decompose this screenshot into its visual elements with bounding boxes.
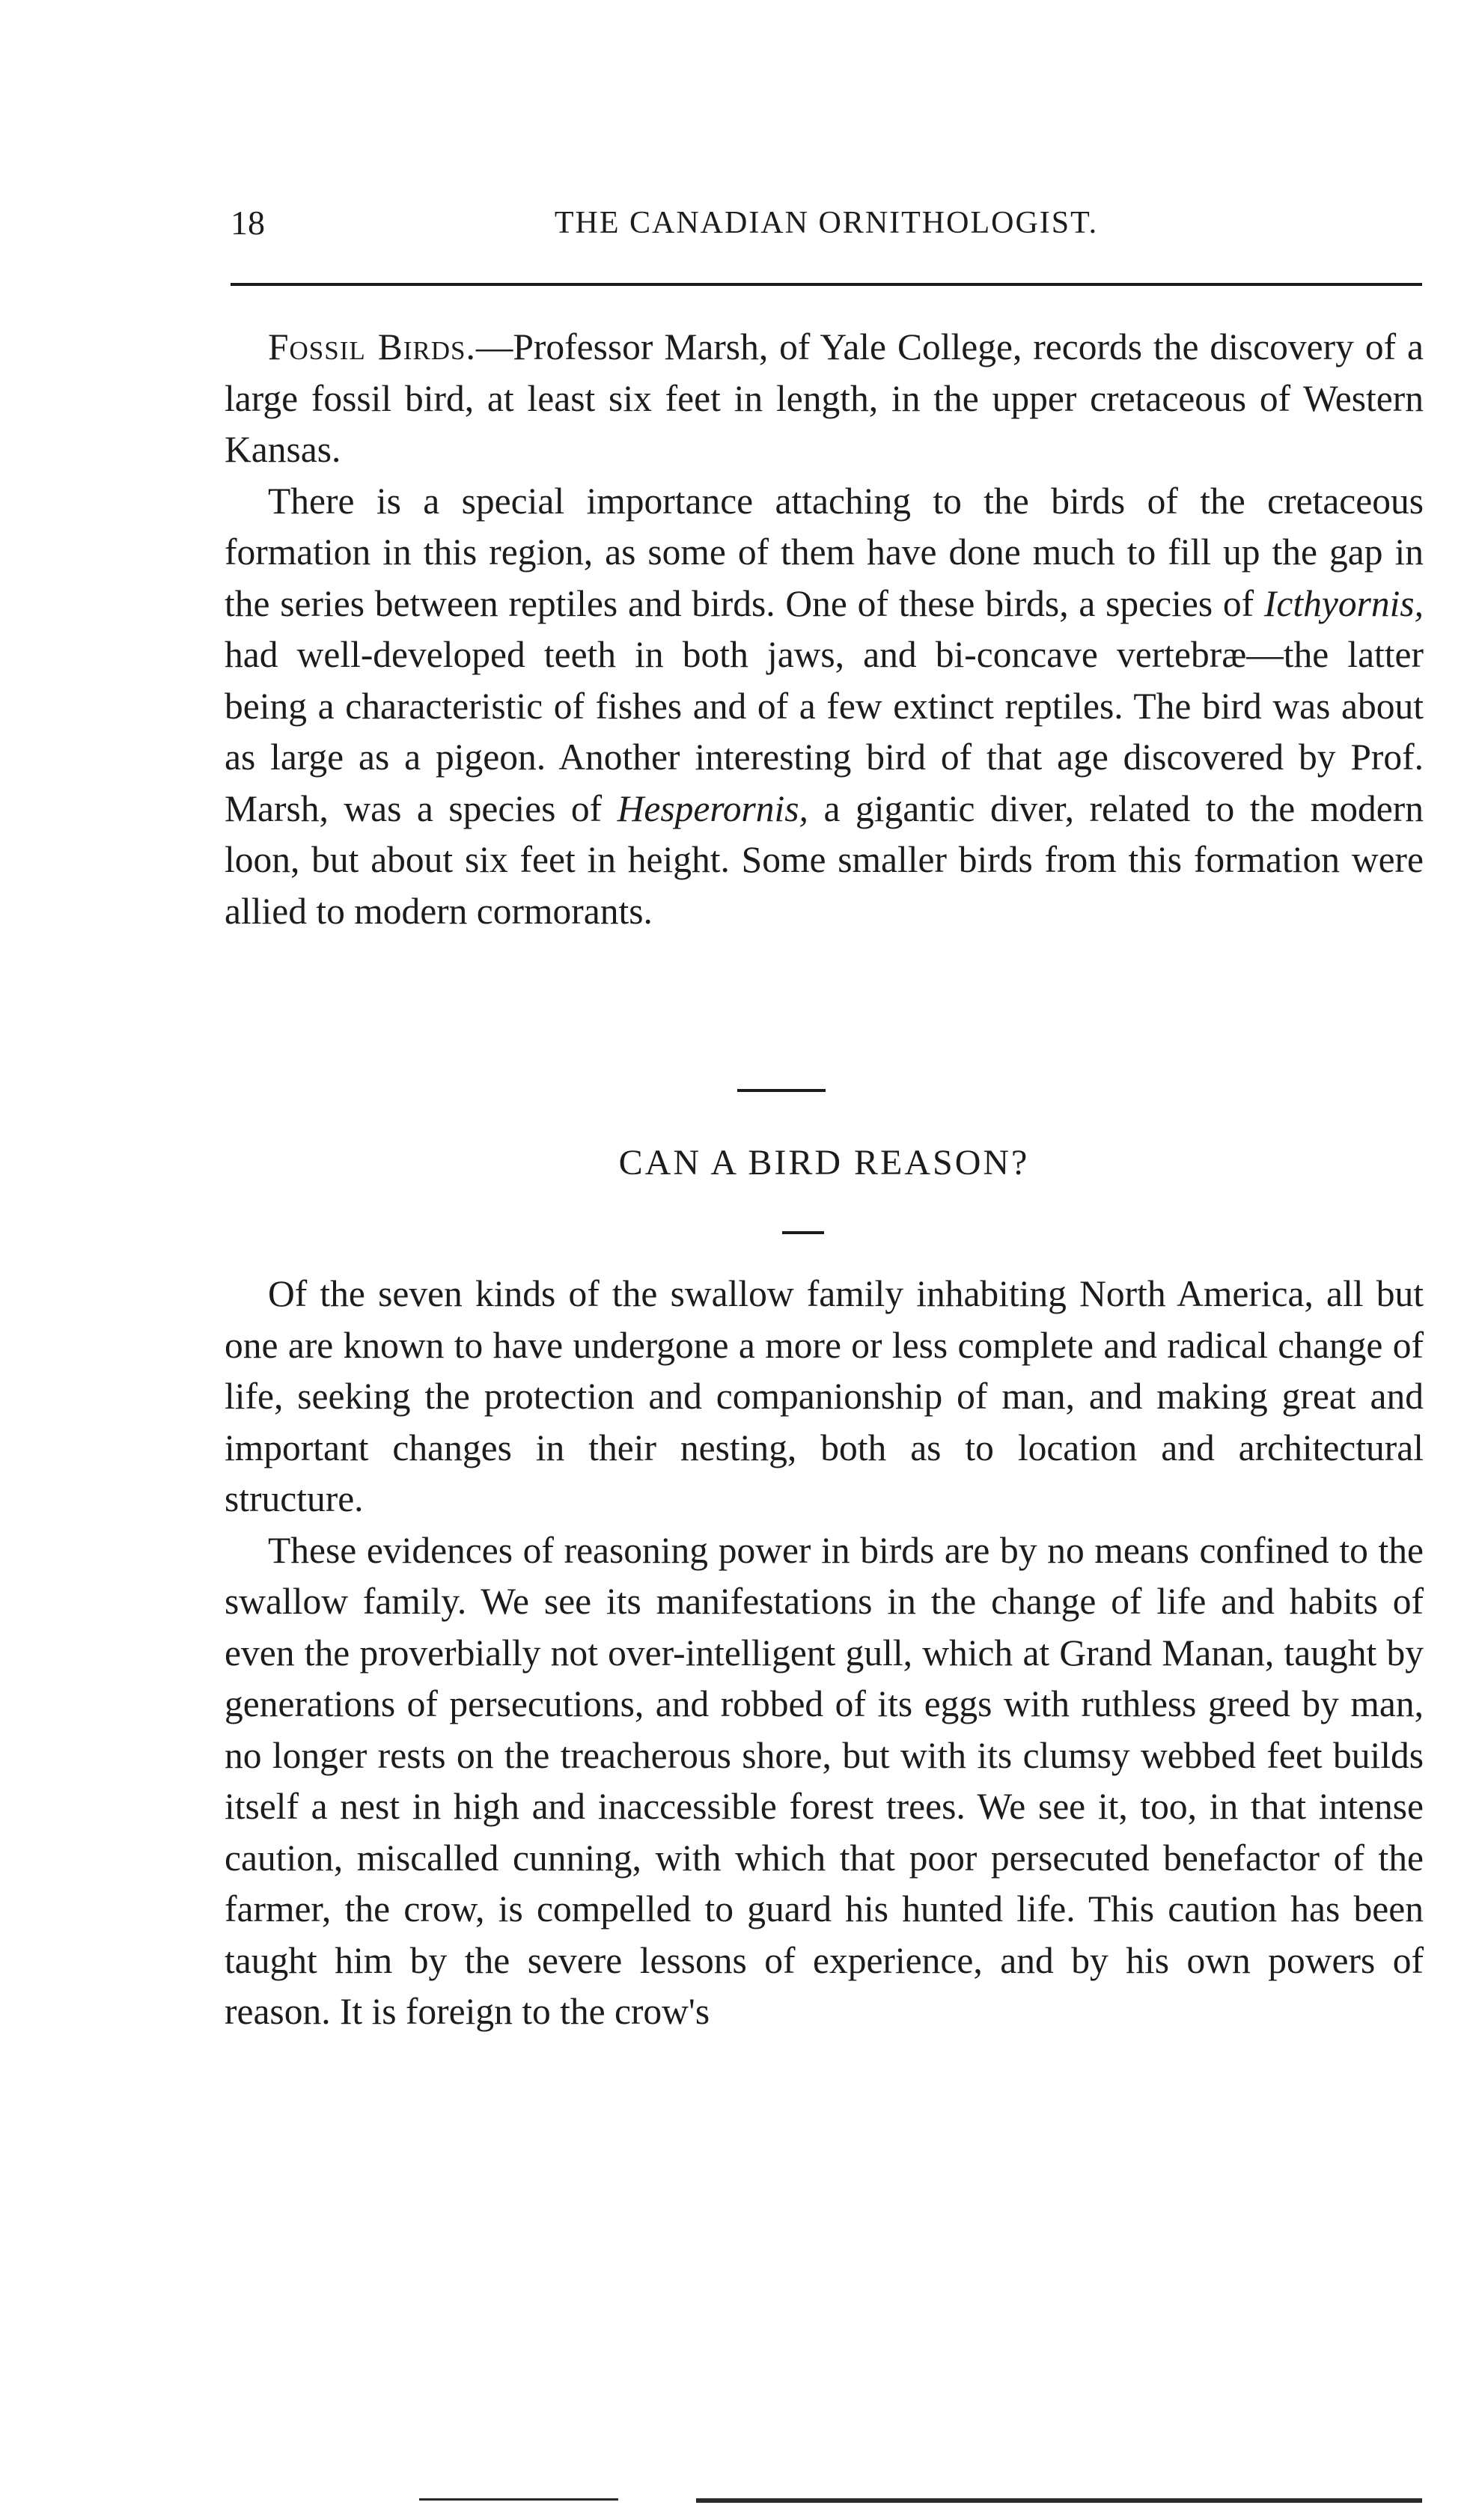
bird-reason-article bbox=[225, 1269, 1424, 2038]
fossil-birds-lead: Fossil Birds. bbox=[268, 326, 476, 367]
fossil-birds-paragraph-1 bbox=[225, 322, 1424, 476]
running-title: THE CANADIAN ORNITHOLOGIST. bbox=[554, 206, 1099, 240]
page-header bbox=[231, 201, 1422, 253]
fossil-birds-p2-text-1: There is a special importance attaching to the birds of the cretaceous formation in this region, as some of them have done much to fill up the gap in the series between reptiles and birds. One of these birds, a species of bbox=[225, 480, 1424, 624]
fossil-birds-paragraph-2 bbox=[225, 476, 1424, 938]
fossil-birds-article bbox=[225, 322, 1424, 937]
bird-reason-paragraph-2: These evidences of reasoning power in birds are by no means confined to the swallow family. We see its manifestations in the change of life and habits of even the proverbially not over-intelligent gull, which at Grand Manan, taught by generations of persecutions, and robbed of its eggs with ruthless greed by man, no longer rests on the treacherous shore, but with its clumsy webbed feet builds itself a nest in high and inaccessible forest trees. We see it, too, in that intense caution, miscalled cunning, with which that poor persecuted benefactor of the farmer, the crow, is compelled to guard his hunted life. This caution has been taught him by the severe lessons of experience, and by his own powers of reason. It is foreign to the crow's bbox=[225, 1529, 1424, 2032]
page-number: 18 bbox=[231, 204, 265, 242]
section-heading: CAN A BIRD REASON? bbox=[618, 1143, 1030, 1183]
footer-rule-left bbox=[419, 2498, 618, 2501]
fossil-birds-p2-text-3: a gigantic diver, related to the modern loon, but about six feet in height. Some smaller birds from this formation were allied to modern cormorants. bbox=[225, 787, 1424, 932]
bird-reason-paragraph-1: Of the seven kinds of the swallow family inhabiting North America, all but one are known to have undergone a more or less complete and radical change of life, seeking the protection and companionship of man, and making great and important changes in their nesting, both as to location and architectural structure. bbox=[225, 1273, 1424, 1519]
icthyornis-name: Icthyornis, bbox=[1263, 582, 1424, 624]
fossil-birds-p1-text: —Professor Marsh, of Yale College, records the discovery of a large fossil bird, at least six feet in length, in the upper cretaceous of Western Kansas. bbox=[225, 326, 1424, 470]
header-rule bbox=[231, 283, 1422, 286]
footer-rule-right bbox=[696, 2498, 1422, 2503]
fossil-birds-p2-text-2: had well-developed teeth in both jaws, and bi-concave vertebræ—the latter being a characteristic of fishes and of a few extinct reptiles. The bird was about as large as a pigeon. Another interesting bird of that age discovered by Prof. Marsh, was a species of bbox=[225, 634, 1424, 829]
hesperornis-name: Hesperornis, bbox=[617, 787, 808, 829]
heading-underline-rule bbox=[782, 1231, 824, 1234]
section-divider-rule bbox=[737, 1089, 826, 1092]
